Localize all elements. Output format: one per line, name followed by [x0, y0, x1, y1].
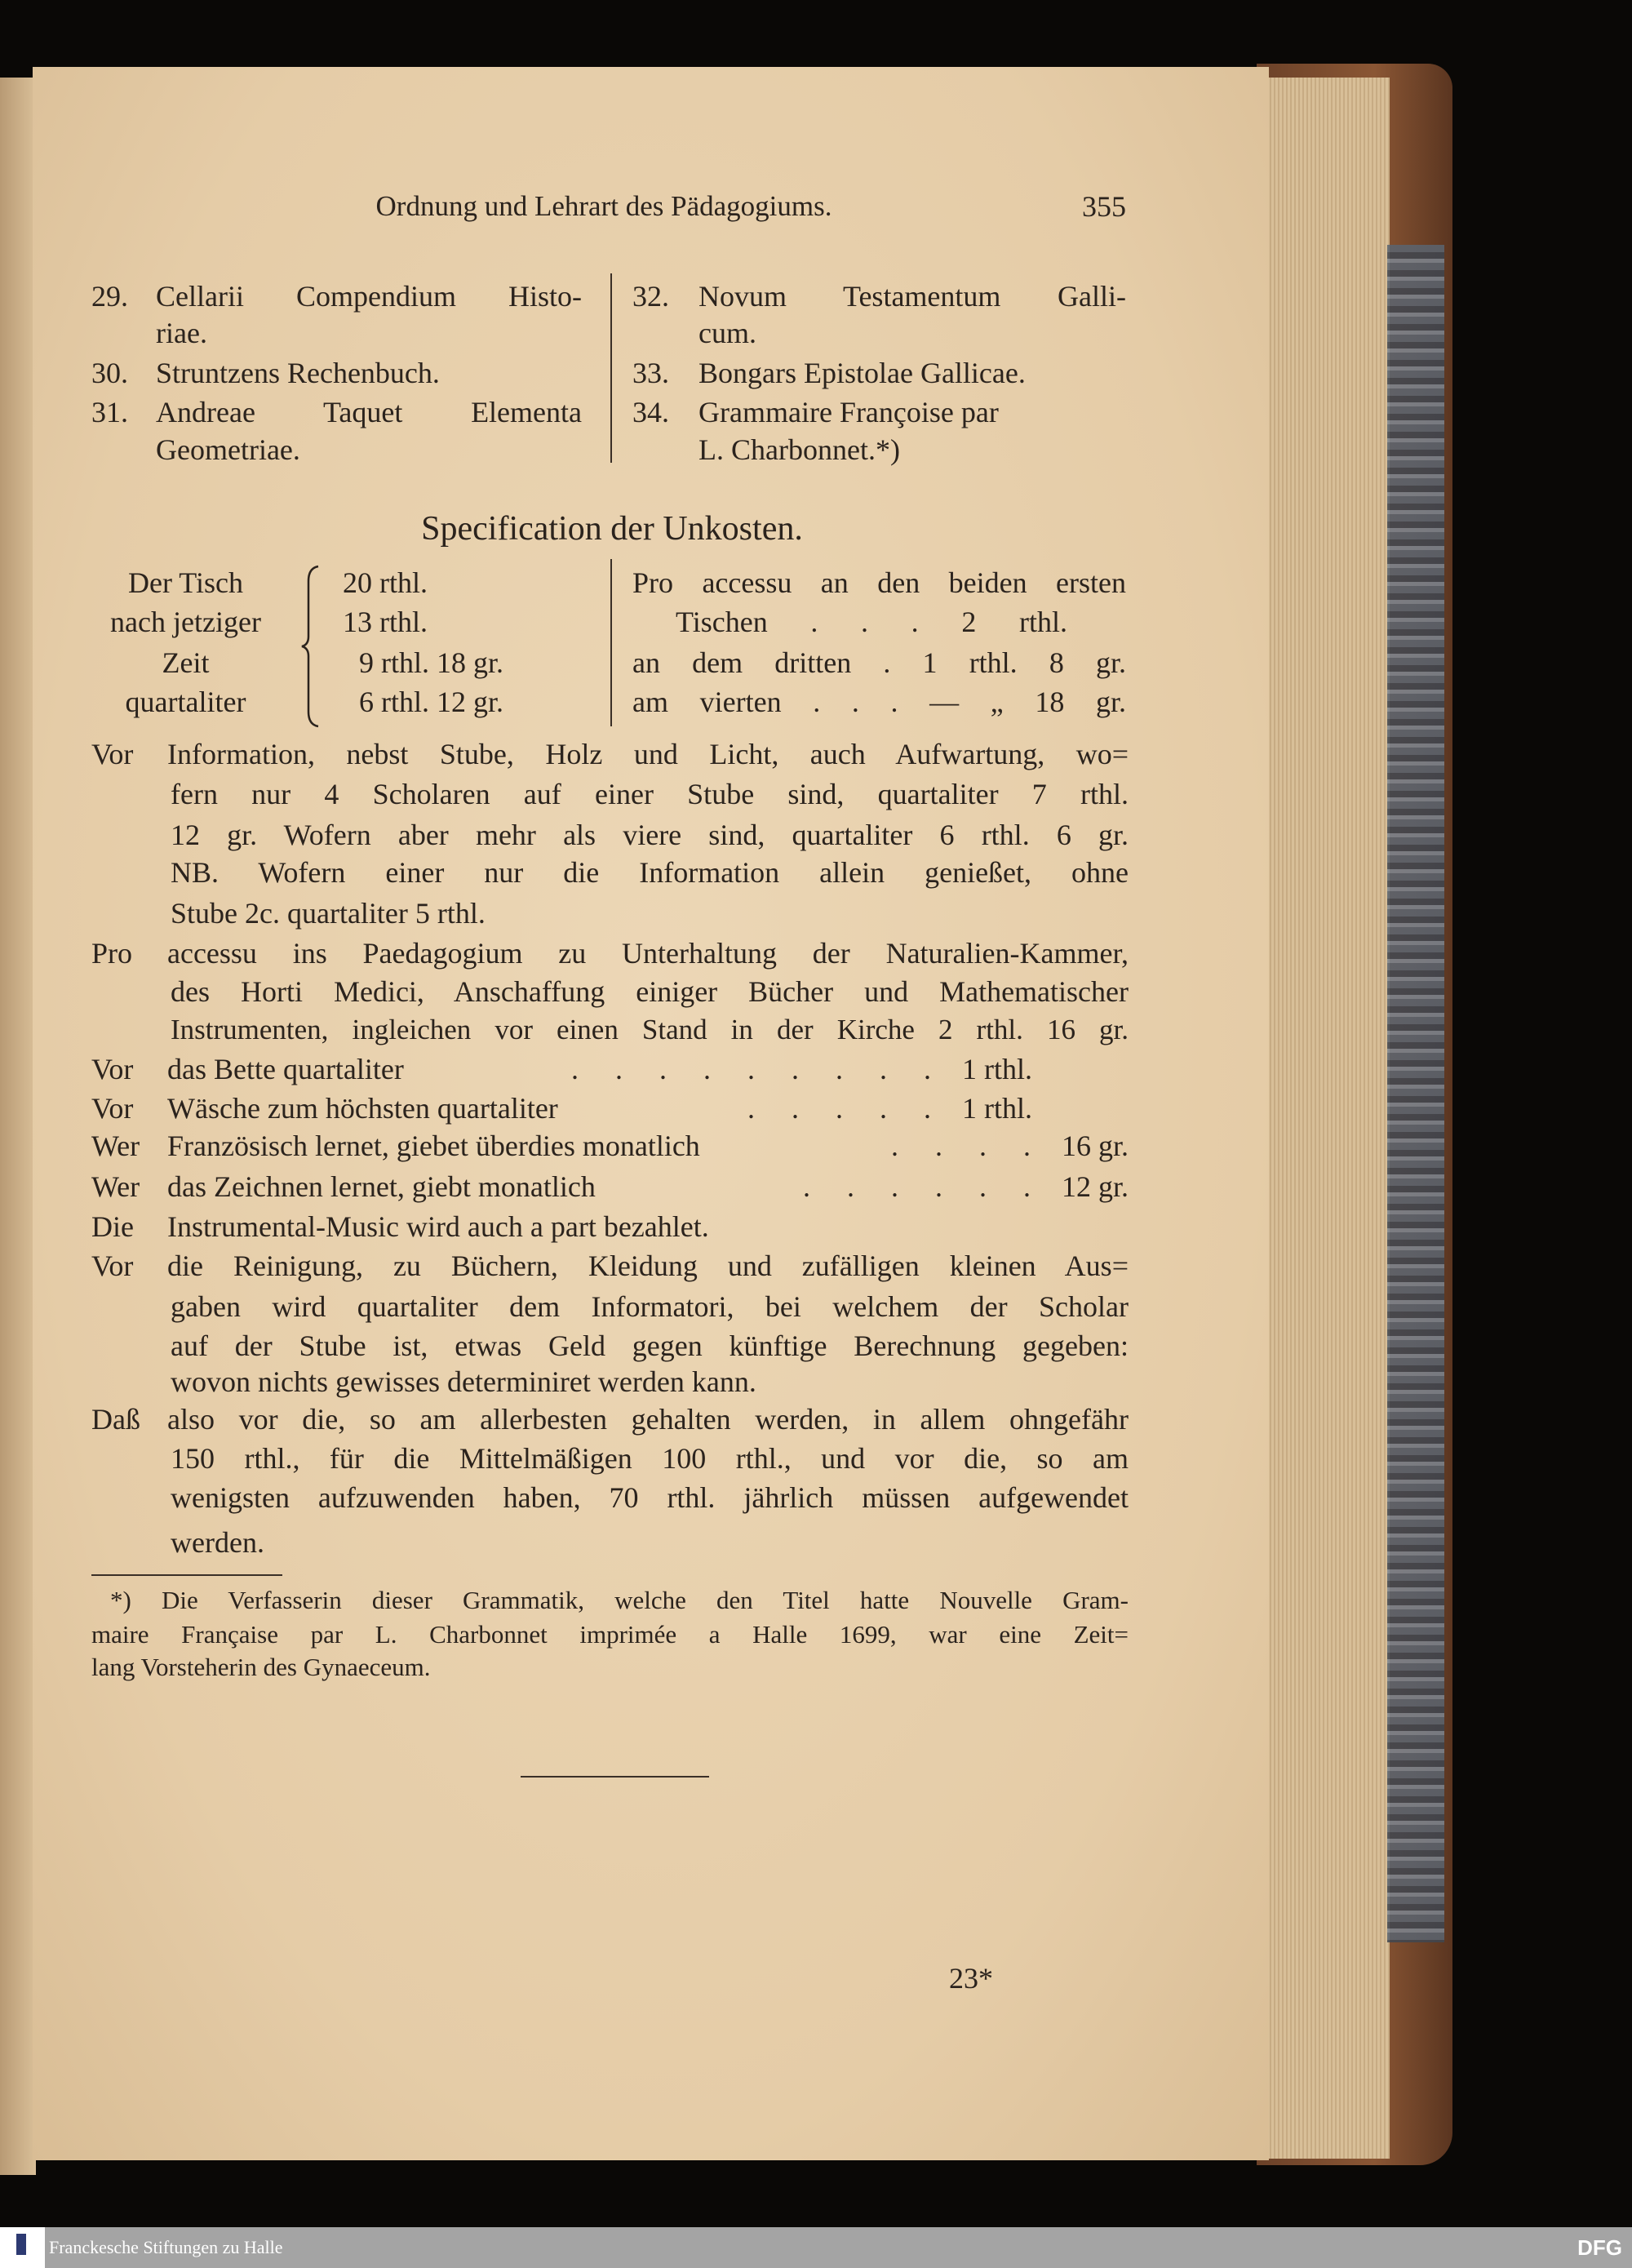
paragraph-line: 12 gr. Wofern aber mehr als viere sind, quartaliter 6 rthl. 6 gr.: [171, 819, 1129, 851]
cost-line-waesche: [167, 1089, 1032, 1128]
cost-line-franzoesisch: [167, 1126, 1129, 1165]
accessu-line: am vierten . . . — „ 18 gr.: [632, 686, 1126, 718]
institution-name: Franckesche Stiftungen zu Halle: [49, 2237, 283, 2257]
paragraph-line: Instrumenten, ingleichen vor einen Stand in der Kirche 2 rthl. 16 gr.: [171, 1014, 1129, 1045]
accessu-line: an dem dritten . 1 rthl. 8 gr.: [632, 646, 1126, 679]
cost-amount: 1 rthl.: [962, 1053, 1032, 1085]
cost-amount: 1 rthl.: [962, 1092, 1032, 1125]
accessu-line: Pro accessu an den beiden ersten: [632, 566, 1126, 599]
table-amount: 13 rthl.: [343, 606, 428, 638]
item-number: 29.: [91, 280, 128, 313]
page-number: 355: [1082, 190, 1126, 223]
paragraph-line: accessu ins Paedagogium zu Unterhaltung der Naturalien-Kammer,: [167, 937, 1129, 970]
leader-dots: . . . . .: [747, 1092, 946, 1125]
cost-text: das Bette quartaliter: [167, 1053, 404, 1085]
viewer-footer: [0, 2227, 1632, 2268]
table-label: nach jetziger: [110, 606, 261, 638]
paragraph-line: auf der Stube ist, etwas Geld gegen künftige Berechnung gegeben:: [171, 1329, 1129, 1362]
end-rule: [521, 1776, 709, 1778]
item-text: cum.: [698, 317, 756, 349]
signature-mark: 23*: [949, 1962, 993, 1995]
running-title: Ordnung und Lehrart des Pädagogiums.: [375, 190, 832, 222]
accessu-line: Tischen . . . 2 rthl.: [676, 606, 1067, 638]
paragraph-line: fern nur 4 Scholaren auf einer Stube sind, quartaliter 7 rthl.: [171, 778, 1129, 810]
table-label: Zeit: [162, 646, 210, 679]
leader-dots: . . . . . .: [802, 1170, 1045, 1203]
paragraph-line: des Horti Medici, Anschaffung einiger Bücher und Mathematischer: [171, 975, 1129, 1008]
paragraph-lead: Wer: [91, 1170, 140, 1203]
section-title: Specification der Unkosten.: [421, 510, 803, 548]
cost-text: Wäsche zum höchsten quartaliter: [167, 1092, 558, 1125]
paragraph-lead: Vor: [91, 738, 134, 770]
paragraph-line: also vor die, so am allerbesten gehalten werden, in allem ohngefähr: [167, 1403, 1129, 1436]
footnote-line: lang Vorsteherin des Gynaeceum.: [91, 1653, 431, 1681]
cost-text: Französisch lernet, giebet überdies monatlich: [167, 1130, 700, 1162]
paragraph-lead: Wer: [91, 1130, 140, 1162]
paragraph-line: Information, nebst Stube, Holz und Licht, auch Aufwartung, wo=: [167, 738, 1129, 770]
paragraph-line: NB. Wofern einer nur die Information allein genießet, ohne: [171, 856, 1129, 889]
item-text: Bongars Epistolae Gallicae.: [698, 357, 1026, 389]
table-label: Der Tisch: [127, 566, 244, 599]
paragraph-line: wovon nichts gewisses determiniret werden kann.: [171, 1365, 756, 1398]
item-text: Cellarii Compendium Histo-: [156, 280, 582, 313]
item-number: 32.: [632, 280, 669, 313]
table-amount: 9 rthl. 18 gr.: [359, 646, 503, 679]
page-edges: [1263, 78, 1390, 2159]
table-label: quartaliter: [125, 686, 246, 718]
item-text: L. Charbonnet.*): [698, 433, 900, 466]
paragraph-line: werden.: [171, 1526, 264, 1559]
paragraph-lead: Vor: [91, 1053, 134, 1085]
cost-line-zeichnen: [167, 1167, 1129, 1206]
column-divider: [610, 273, 612, 463]
brace-icon: [300, 565, 325, 728]
paragraph-lead: Vor: [91, 1249, 134, 1282]
paragraph-lead: Die: [91, 1210, 134, 1243]
item-text: riae.: [156, 317, 207, 349]
item-text: Novum Testamentum Galli-: [698, 280, 1126, 313]
leader-dots: . . . . . . . . .: [571, 1053, 946, 1085]
cover-marbled-strip: [1387, 245, 1444, 1942]
footnote-rule: [91, 1574, 282, 1576]
cost-line-bette: [167, 1050, 1032, 1089]
facing-page-edge: [0, 78, 36, 2175]
cost-text: das Zeichnen lernet, giebt monatlich: [167, 1170, 596, 1203]
dfg-logo: DFG: [1577, 2235, 1622, 2260]
cost-amount: 12 gr.: [1061, 1170, 1129, 1203]
table-amount: 6 rthl. 12 gr.: [359, 686, 503, 718]
item-text: Geometriae.: [156, 433, 300, 466]
item-number: 34.: [632, 396, 669, 428]
paragraph-lead: Pro: [91, 937, 133, 970]
paragraph-line: gaben wird quartaliter dem Informatori, bei welchem der Scholar: [171, 1290, 1129, 1323]
item-number: 30.: [91, 357, 128, 389]
paragraph-lead: Daß: [91, 1403, 140, 1436]
footnote-line: maire Française par L. Charbonnet imprimée a Halle 1699, war eine Zeit=: [91, 1620, 1129, 1649]
item-number: 31.: [91, 396, 128, 428]
paragraph-line: 150 rthl., für die Mittelmäßigen 100 rthl., und vor die, so am: [171, 1442, 1129, 1475]
table-divider: [610, 559, 612, 726]
item-text: Struntzens Rechenbuch.: [156, 357, 440, 389]
table-amount: 20 rthl.: [343, 566, 428, 599]
paragraph-lead: Vor: [91, 1092, 134, 1125]
cost-amount: 16 gr.: [1061, 1130, 1129, 1162]
institution-logo: [0, 2227, 45, 2268]
paragraph-line: Instrumental-Music wird auch a part bezahlet.: [167, 1210, 709, 1243]
paragraph-line: Stube 2c. quartaliter 5 rthl.: [171, 897, 486, 930]
item-text: Andreae Taquet Elementa: [156, 396, 582, 428]
leader-dots: . . . .: [890, 1130, 1045, 1162]
item-number: 33.: [632, 357, 669, 389]
item-text: Grammaire Françoise par: [698, 396, 999, 428]
paragraph-line: die Reinigung, zu Büchern, Kleidung und zufälligen kleinen Aus=: [167, 1249, 1129, 1282]
footnote-line: *) Die Verfasserin dieser Grammatik, welche den Titel hatte Nouvelle Gram-: [110, 1586, 1129, 1614]
paragraph-line: wenigsten aufzuwenden haben, 70 rthl. jährlich müssen aufgewendet: [171, 1481, 1129, 1514]
